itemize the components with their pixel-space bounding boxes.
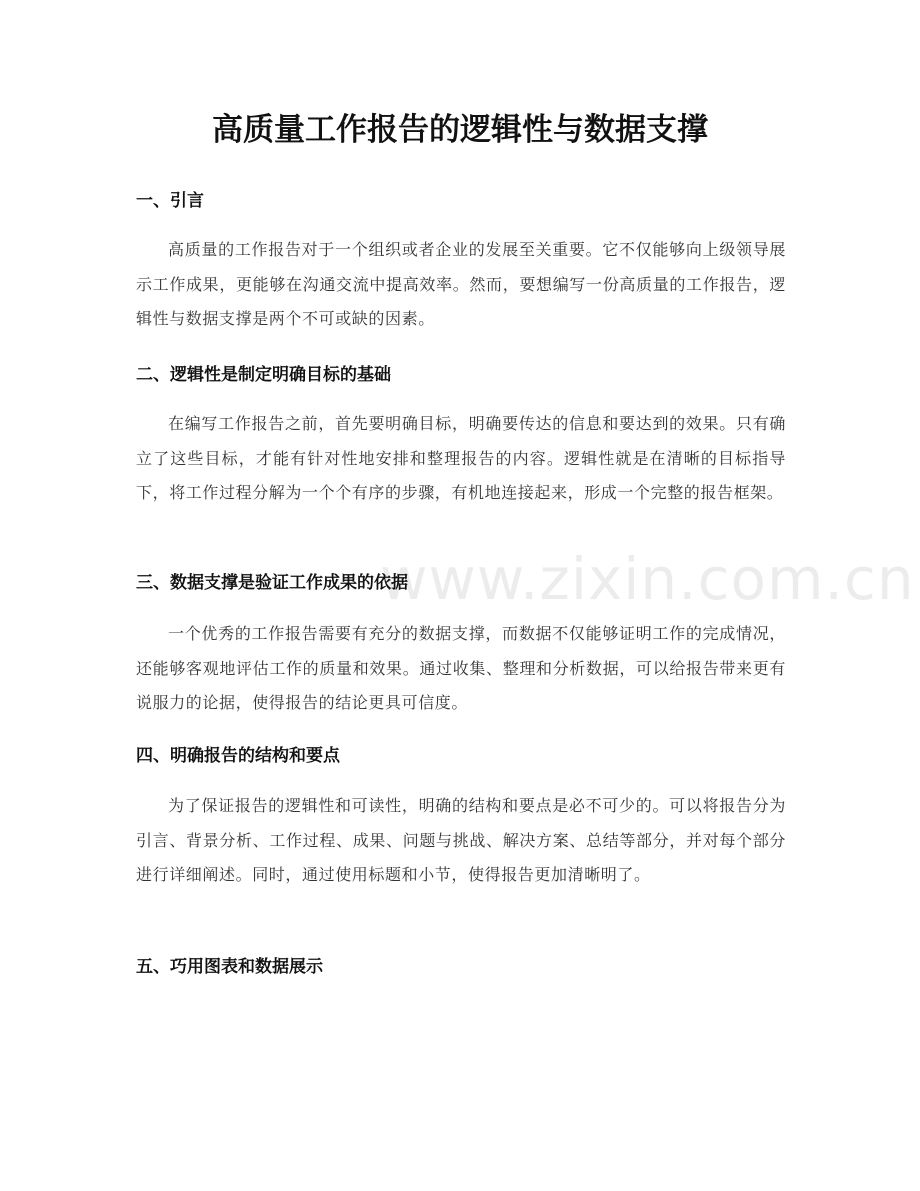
section-heading-logic: 二、逻辑性是制定明确目标的基础 [136,365,391,385]
section-paragraph-data: 一个优秀的工作报告需要有充分的数据支撑，而数据不仅能够证明工作的完成情况，还能够客观地评估工作的质量和效果。通过收集、整理和分析数据，可以给报告带来更有说服力的论据，使得报告的结论更具可信度。 [136,624,786,712]
section-paragraph-logic: 在编写工作报告之前，首先要明确目标，明确要传达的信息和要达到的效果。只有确立了这些目标，才能有针对性地安排和整理报告的内容。逻辑性就是在清晰的目标指导下，将工作过程分解为一个个有序的步骤，有机地连接起来，形成一个完整的报告框架。 [136,414,786,502]
section-heading-structure: 四、明确报告的结构和要点 [136,746,340,766]
section-heading-charts: 五、巧用图表和数据展示 [136,957,323,977]
watermark: www.zixin.com.cn [380,545,915,613]
section-heading-intro: 一、引言 [136,191,204,211]
section-heading-data: 三、数据支撑是验证工作成果的依据 [136,573,408,593]
section-paragraph-intro: 高质量的工作报告对于一个组织或者企业的发展至关重要。它不仅能够向上级领导展示工作成果，更能够在沟通交流中提高效率。然而，要想编写一份高质量的工作报告，逻辑性与数据支撑是两个不可或缺的因素。 [136,240,786,328]
section-paragraph-structure: 为了保证报告的逻辑性和可读性，明确的结构和要点是必不可少的。可以将报告分为引言、背景分析、工作过程、成果、问题与挑战、解决方案、总结等部分，并对每个部分进行详细阐述。同时，通过使用标题和小节，使得报告更加清晰明了。 [136,796,786,884]
document-title: 高质量工作报告的逻辑性与数据支撑 [212,112,708,148]
